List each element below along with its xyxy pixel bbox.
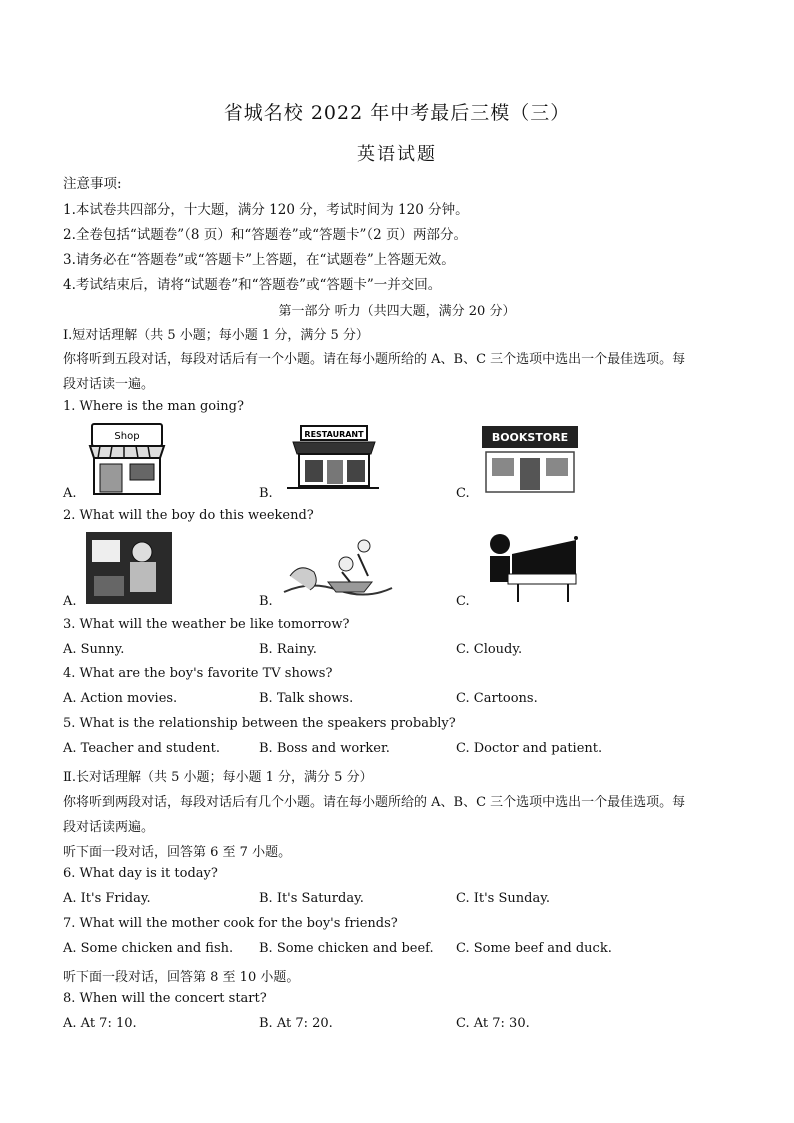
bookstore-sign-text: BOOKSTORE (491, 431, 569, 444)
exam-subtitle: 英语试题 (357, 144, 437, 165)
option-b: B. Some chicken and beef. (259, 941, 434, 956)
shop-image (86, 422, 168, 496)
question-5: 5. What is the relationship between the speakers probably? (63, 716, 456, 731)
part-heading: 第一部分 听力（共四大题，满分 20 分） (278, 304, 516, 319)
notice-item: 3.请务必在“答题卷”或“答题卡”上答题，在“试题卷”上答题无效。 (63, 252, 455, 268)
option-b: B. Rainy. (259, 642, 317, 657)
section-heading: Ⅱ.长对话理解（共 5 小题；每小题 1 分，满分 5 分） (63, 770, 373, 785)
restaurant-image (283, 422, 383, 494)
boy-playing-piano-image (478, 530, 584, 604)
option-a: A. Sunny. (63, 642, 125, 657)
restaurant-sign-text: RESTAURANT (304, 430, 364, 439)
option-c: C. Cloudy. (456, 642, 523, 657)
question-2: 2. What will the boy do this weekend? (63, 508, 314, 523)
question-7: 7. What will the mother cook for the boy's friends? (63, 916, 398, 931)
option-c: C. Doctor and patient. (456, 741, 603, 756)
question-6: 6. What day is it today? (63, 866, 218, 881)
option-b: B. Boss and worker. (259, 741, 390, 756)
option-b: B. (259, 486, 273, 501)
option-a: A. It's Friday. (63, 891, 151, 906)
option-b: B. At 7: 20. (259, 1016, 333, 1031)
option-a: A. At 7: 10. (63, 1016, 137, 1031)
option-c: C. Cartoons. (456, 691, 538, 706)
question-1: 1. Where is the man going? (63, 399, 244, 414)
option-c: C. It's Sunday. (456, 891, 550, 906)
option-a: A. Action movies. (63, 691, 178, 706)
section-instructions: 段对话读两遍。 (63, 820, 155, 835)
question-3: 3. What will the weather be like tomorrow? (63, 617, 350, 632)
option-c: C. At 7: 30. (456, 1016, 530, 1031)
notice-item: 4.考试结束后，请将“试题卷”和“答题卷”或“答题卡”一并交回。 (63, 277, 442, 293)
option-c: C. (456, 594, 470, 609)
section-instructions: 段对话读一遍。 (63, 377, 155, 392)
exam-title: 省城名校 2022 年中考最后三模（三） (223, 102, 571, 124)
section-heading: Ⅰ.短对话理解（共 5 小题；每小题 1 分，满分 5 分） (63, 328, 369, 343)
option-a: A. (63, 594, 77, 609)
section-instructions: 你将听到五段对话，每段对话后有一个小题。请在每小题所给的 A、B、C 三个选项中选出一个最佳选项。每 (63, 352, 686, 367)
boat-on-water-image (280, 532, 396, 604)
option-a: A. Some chicken and fish. (63, 941, 234, 956)
section-instructions: 你将听到两段对话，每段对话后有几个小题。请在每小题所给的 A、B、C 三个选项中选出一个最佳选项。每 (63, 795, 686, 810)
option-b: B. (259, 594, 273, 609)
option-c: C. (456, 486, 470, 501)
dialogue-intro: 听下面一段对话，回答第 6 至 7 小题。 (63, 845, 292, 860)
option-b: B. It's Saturday. (259, 891, 364, 906)
option-a: A. (63, 486, 77, 501)
notice-item: 1.本试卷共四部分，十大题，满分 120 分，考试时间为 120 分钟。 (63, 202, 469, 218)
option-a: A. Teacher and student. (63, 741, 221, 756)
option-b: B. Talk shows. (259, 691, 354, 706)
shop-sign-text: Shop (114, 431, 140, 442)
notice-heading: 注意事项: (63, 176, 122, 192)
bookstore-image (480, 424, 580, 496)
question-8: 8. When will the concert start? (63, 991, 267, 1006)
question-4: 4. What are the boy's favorite TV shows? (63, 666, 333, 681)
notice-item: 2.全卷包括“试题卷”（8 页）和“答题卷”或“答题卡”（2 页）两部分。 (63, 227, 468, 243)
dialogue-intro: 听下面一段对话，回答第 8 至 10 小题。 (63, 970, 300, 985)
option-c: C. Some beef and duck. (456, 941, 612, 956)
boy-at-computer-image (86, 532, 172, 604)
